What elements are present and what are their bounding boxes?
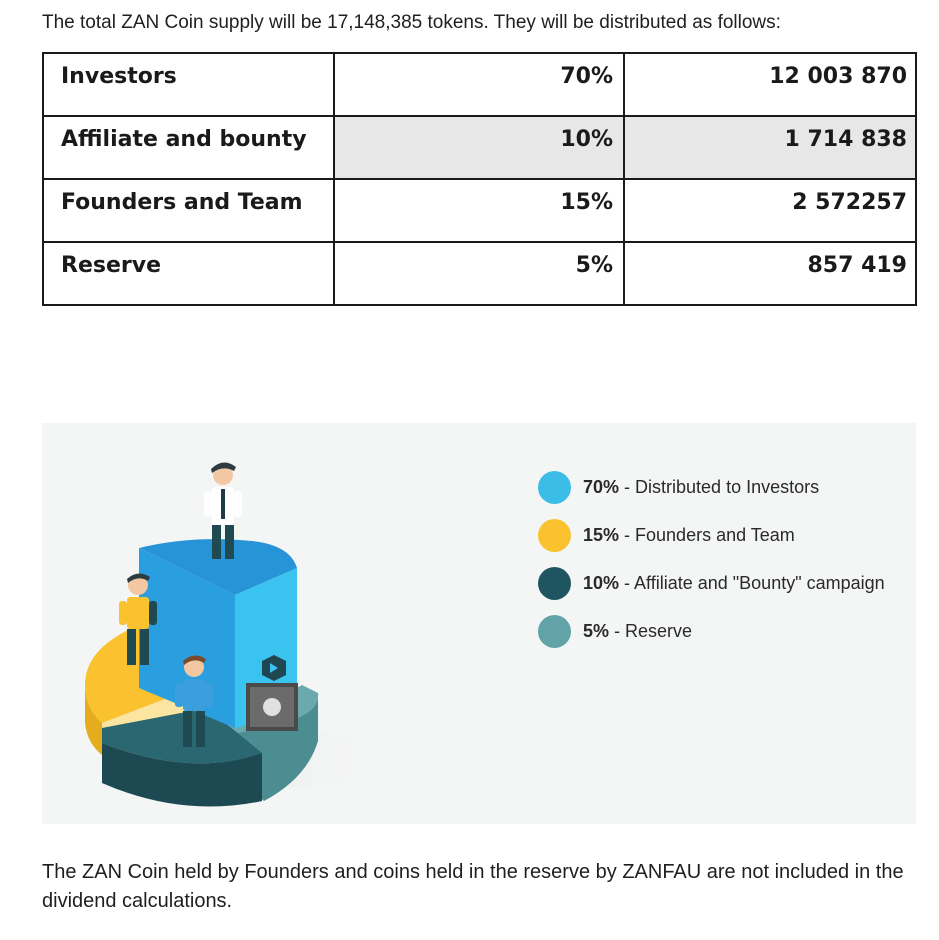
chart-legend [538,463,885,655]
legend-label: - Reserve [609,620,693,641]
table-row [43,116,916,179]
legend-item [538,463,885,511]
row-amount: 12 003 870 [624,53,916,116]
legend-swatch [538,567,571,600]
footnote-text: The ZAN Coin held by Founders and coins held in the reserve by ZANFAU are not included in the dividend calculations. [42,861,904,912]
legend-swatch [538,615,571,648]
row-amount: 857 419 [624,242,916,305]
legend-label: - Distributed to Investors [619,476,820,497]
legend-label: - Affiliate and "Bounty" campaign [619,572,885,593]
row-label: Reserve [43,242,334,305]
legend-label: - Founders and Team [619,524,795,545]
table-row [43,242,916,305]
legend-percent: 70% [583,476,620,497]
row-label: Affiliate and bounty [43,116,334,179]
distribution-table [42,52,917,306]
row-amount: 2 572257 [624,179,916,242]
legend-swatch [538,519,571,552]
legend-item [538,559,885,607]
table-row [43,53,916,116]
distribution-infographic [42,423,916,824]
row-percent: 70% [334,53,624,116]
row-percent: 15% [334,179,624,242]
row-percent: 10% [334,116,624,179]
row-label: Investors [43,53,334,116]
legend-swatch [538,471,571,504]
table-row [43,179,916,242]
intro-text: The total ZAN Coin supply will be 17,148,385 tokens. They will be distributed as follows: [42,12,781,33]
row-percent: 5% [334,242,624,305]
safe-icon [246,683,298,731]
legend-percent: 10% [583,572,620,593]
legend-percent: 5% [583,620,610,641]
legend-item [538,511,885,559]
row-label: Founders and Team [43,179,334,242]
legend-item [538,607,885,655]
row-amount: 1 714 838 [624,116,916,179]
legend-percent: 15% [583,524,620,545]
